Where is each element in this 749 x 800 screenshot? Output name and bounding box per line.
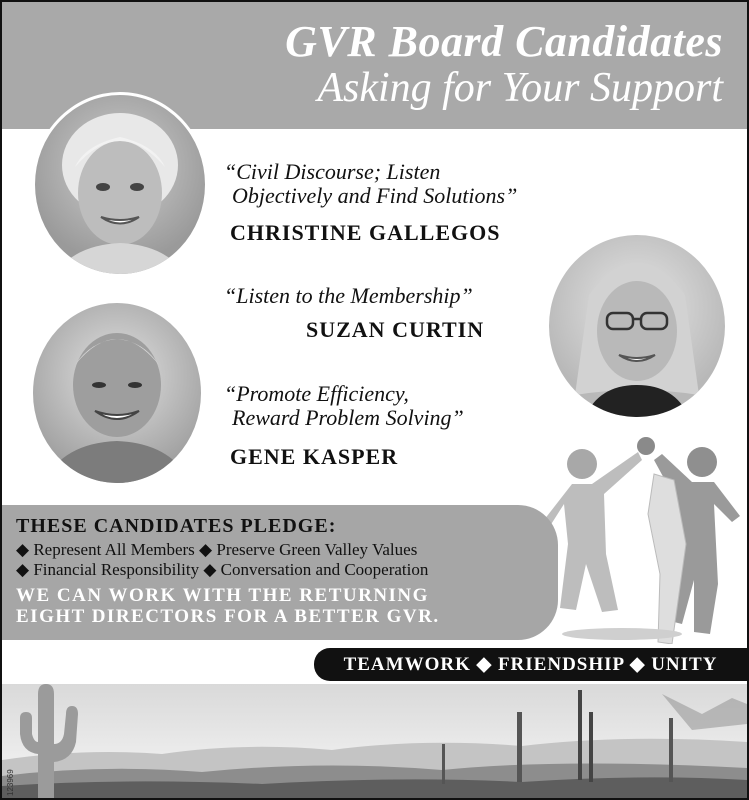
- teamwork-figures-illustration: [542, 434, 747, 644]
- pledge-line: ◆ Represent All Members ◆ Preserve Green Valley Values: [16, 540, 418, 559]
- candidate-3-quote: [224, 382, 464, 430]
- candidate-1-name: CHRISTINE GALLEGOS: [230, 220, 501, 245]
- candidate-photo-suzan-curtin: [546, 232, 728, 420]
- quote-line: Reward Problem Solving”: [232, 405, 464, 430]
- ad-subtitle: Asking for Your Support: [317, 65, 723, 111]
- quote-line: “Civil Discourse; Listen: [224, 159, 441, 184]
- candidate-3-name: GENE KASPER: [230, 444, 399, 469]
- tagline-bar: TEAMWORK ◆ FRIENDSHIP ◆ UNITY: [314, 648, 747, 681]
- candidate-photo-christine-gallegos: [32, 92, 208, 277]
- desert-landscape-illustration: [2, 684, 747, 798]
- quote-line: Objectively and Find Solutions”: [232, 183, 518, 208]
- ad-code-text: 123969: [6, 769, 15, 796]
- candidate-2-quote: [224, 284, 473, 308]
- quote-line: “Listen to the Membership”: [224, 283, 473, 308]
- candidate-photo-gene-kasper: [30, 300, 204, 486]
- pledge-line: ◆ Financial Responsibility ◆ Conversation and Cooperation: [16, 560, 429, 579]
- pledge-title: THESE CANDIDATES PLEDGE:: [16, 515, 337, 537]
- pledge-statement: WE CAN WORK WITH THE RETURNING: [16, 585, 429, 606]
- candidate-1-quote: [224, 160, 517, 208]
- pledge-panel: [2, 505, 558, 640]
- quote-line: “Promote Efficiency,: [224, 381, 409, 406]
- ad-title: GVR Board Candidates: [285, 17, 723, 66]
- ad-code: [4, 738, 16, 798]
- candidate-2-name: SUZAN CURTIN: [306, 317, 485, 342]
- pledge-statement: EIGHT DIRECTORS FOR A BETTER GVR.: [16, 606, 440, 627]
